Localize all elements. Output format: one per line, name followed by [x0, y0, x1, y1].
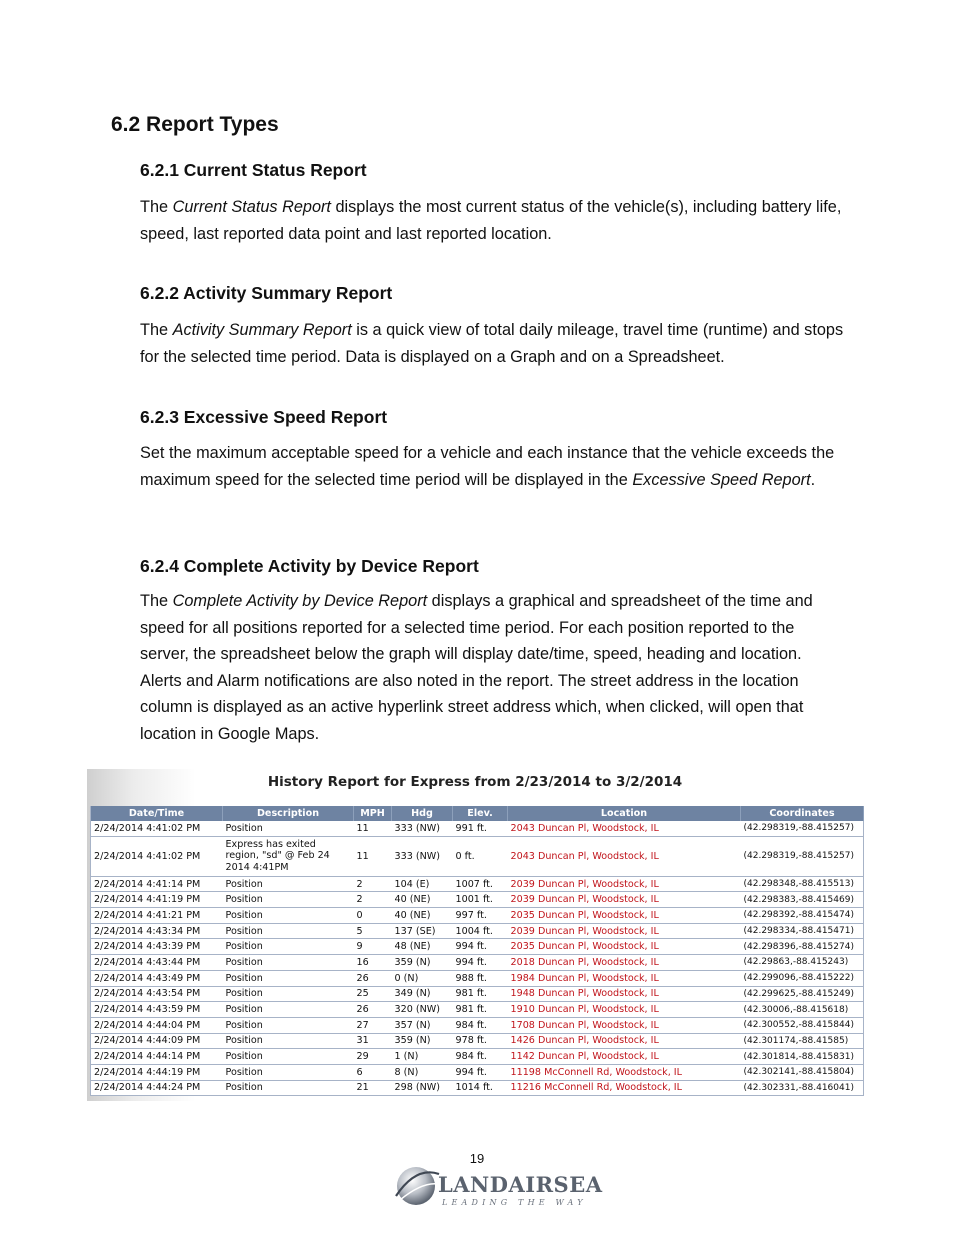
cell-description: Position [223, 908, 354, 924]
table-header-row [91, 806, 864, 821]
cell-datetime: 2/24/2014 4:41:19 PM [91, 892, 223, 908]
table-row [91, 1033, 864, 1049]
cell-coordinates: (42.298396,-88.415274) [741, 939, 864, 955]
cell-heading: 104 (E) [392, 876, 453, 892]
cell-heading: 0 (N) [392, 970, 453, 986]
column-header: MPH [354, 806, 392, 821]
cell-mph: 2 [354, 876, 392, 892]
cell-coordinates: (42.298392,-88.415474) [741, 908, 864, 924]
table-row [91, 1080, 864, 1096]
cell-description: Position [223, 986, 354, 1002]
table-row [91, 892, 864, 908]
cell-coordinates: (42.299096,-88.415222) [741, 970, 864, 986]
cell-heading: 359 (N) [392, 1033, 453, 1049]
cell-location[interactable]: 2039 Duncan Pl, Woodstock, IL [508, 892, 741, 908]
cell-heading: 349 (N) [392, 986, 453, 1002]
cell-elevation: 978 ft. [453, 1033, 508, 1049]
cell-elevation: 994 ft. [453, 955, 508, 971]
cell-coordinates: (42.298319,-88.415257) [741, 836, 864, 876]
history-report-title: History Report for Express from 2/23/2014 to 3/2/2014 [267, 774, 683, 790]
cell-elevation: 988 ft. [453, 970, 508, 986]
cell-elevation: 1004 ft. [453, 923, 508, 939]
column-header: Description [223, 806, 354, 821]
cell-heading: 40 (NE) [392, 892, 453, 908]
cell-heading: 8 (N) [392, 1064, 453, 1080]
cell-mph: 27 [354, 1017, 392, 1033]
cell-description: Position [223, 892, 354, 908]
table-row [91, 1049, 864, 1065]
column-header: Elev. [453, 806, 508, 821]
cell-mph: 0 [354, 908, 392, 924]
cell-location[interactable]: 2039 Duncan Pl, Woodstock, IL [508, 876, 741, 892]
cell-location[interactable]: 2039 Duncan Pl, Woodstock, IL [508, 923, 741, 939]
cell-mph: 16 [354, 955, 392, 971]
heading-current-status: 6.2.1 Current Status Report [140, 160, 367, 180]
cell-description: Position [223, 876, 354, 892]
cell-description: Position [223, 939, 354, 955]
cell-mph: 2 [354, 892, 392, 908]
cell-mph: 9 [354, 939, 392, 955]
table-row [91, 1017, 864, 1033]
cell-location[interactable]: 2043 Duncan Pl, Woodstock, IL [508, 821, 741, 836]
para-current-status: The Current Status Report displays the most current status of the vehicle(s), including battery life, speed, last reported data point and last reported location. [140, 198, 842, 243]
cell-datetime: 2/24/2014 4:43:34 PM [91, 923, 223, 939]
cell-elevation: 1001 ft. [453, 892, 508, 908]
cell-coordinates: (42.299625,-88.415249) [741, 986, 864, 1002]
cell-coordinates: (42.298348,-88.415513) [741, 876, 864, 892]
cell-coordinates: (42.298334,-88.415471) [741, 923, 864, 939]
cell-heading: 320 (NW) [392, 1002, 453, 1018]
column-header: Hdg [392, 806, 453, 821]
cell-datetime: 2/24/2014 4:43:49 PM [91, 970, 223, 986]
table-row [91, 821, 864, 836]
table-row [91, 836, 864, 876]
cell-location[interactable]: 1910 Duncan Pl, Woodstock, IL [508, 1002, 741, 1018]
cell-elevation: 981 ft. [453, 986, 508, 1002]
table-row [91, 986, 864, 1002]
company-logo [392, 1160, 603, 1212]
cell-elevation: 997 ft. [453, 908, 508, 924]
cell-coordinates: (42.301814,-88.415831) [741, 1049, 864, 1065]
cell-datetime: 2/24/2014 4:44:09 PM [91, 1033, 223, 1049]
cell-mph: 26 [354, 1002, 392, 1018]
cell-heading: 1 (N) [392, 1049, 453, 1065]
cell-description: Position [223, 955, 354, 971]
cell-coordinates: (42.29863,-88.415243) [741, 955, 864, 971]
history-report-screenshot [87, 769, 863, 1101]
cell-location[interactable]: 2043 Duncan Pl, Woodstock, IL [508, 836, 741, 876]
column-header: Coordinates [741, 806, 864, 821]
para-excessive-speed: Set the maximum acceptable speed for a vehicle and each instance that the vehicle exceeds the maximum speed for the selected time period will be displayed in the Excessive Speed Report. [140, 444, 835, 489]
cell-elevation: 1007 ft. [453, 876, 508, 892]
para-complete-activity: The Complete Activity by Device Report displays a graphical and spreadsheet of the time and speed for all positions reported for a selected time period. For each position reported to the server, the spreadsheet below the graph will display date/time, speed, heading and location. Alerts and Alarm notifications are also noted in the report. The street address in the location column is displayed as an active hyperlink street address which, when clicked, will open that location in Google Maps. [140, 592, 813, 743]
cell-location[interactable]: 2035 Duncan Pl, Woodstock, IL [508, 908, 741, 924]
cell-datetime: 2/24/2014 4:43:44 PM [91, 955, 223, 971]
cell-mph: 6 [354, 1064, 392, 1080]
cell-description: Position [223, 1017, 354, 1033]
cell-mph: 5 [354, 923, 392, 939]
cell-datetime: 2/24/2014 4:44:14 PM [91, 1049, 223, 1065]
cell-description: Express has exited region, "sd" @ Feb 24 2014 4:41PM [223, 836, 354, 876]
page-number: 19 [469, 1151, 485, 1166]
cell-location[interactable]: 11216 McConnell Rd, Woodstock, IL [508, 1080, 741, 1096]
cell-description: Position [223, 821, 354, 836]
cell-description: Position [223, 923, 354, 939]
table-row [91, 1002, 864, 1018]
cell-location[interactable]: 11198 McConnell Rd, Woodstock, IL [508, 1064, 741, 1080]
cell-heading: 333 (NW) [392, 821, 453, 836]
column-header: Date/Time [91, 806, 223, 821]
cell-datetime: 2/24/2014 4:44:04 PM [91, 1017, 223, 1033]
table-row [91, 908, 864, 924]
cell-datetime: 2/24/2014 4:41:21 PM [91, 908, 223, 924]
cell-datetime: 2/24/2014 4:41:02 PM [91, 821, 223, 836]
cell-mph: 29 [354, 1049, 392, 1065]
table-row [91, 939, 864, 955]
cell-location[interactable]: 2018 Duncan Pl, Woodstock, IL [508, 955, 741, 971]
cell-elevation: 1014 ft. [453, 1080, 508, 1096]
cell-mph: 11 [354, 821, 392, 836]
cell-location[interactable]: 1708 Duncan Pl, Woodstock, IL [508, 1017, 741, 1033]
column-header: Location [508, 806, 741, 821]
cell-location[interactable]: 1984 Duncan Pl, Woodstock, IL [508, 970, 741, 986]
cell-datetime: 2/24/2014 4:43:54 PM [91, 986, 223, 1002]
cell-heading: 298 (NW) [392, 1080, 453, 1096]
cell-description: Position [223, 1002, 354, 1018]
heading-excessive-speed: 6.2.3 Excessive Speed Report [140, 407, 388, 427]
table-row [91, 955, 864, 971]
cell-mph: 11 [354, 836, 392, 876]
cell-datetime: 2/24/2014 4:41:02 PM [91, 836, 223, 876]
table-row [91, 876, 864, 892]
cell-mph: 21 [354, 1080, 392, 1096]
cell-coordinates: (42.301174,-88.41585) [741, 1033, 864, 1049]
logo-tagline: LEADING THE WAY [442, 1198, 587, 1207]
cell-location[interactable]: 1426 Duncan Pl, Woodstock, IL [508, 1033, 741, 1049]
cell-datetime: 2/24/2014 4:43:39 PM [91, 939, 223, 955]
table-row [91, 970, 864, 986]
cell-description: Position [223, 1033, 354, 1049]
cell-heading: 357 (N) [392, 1017, 453, 1033]
cell-elevation: 994 ft. [453, 939, 508, 955]
cell-elevation: 991 ft. [453, 821, 508, 836]
table-row [91, 1064, 864, 1080]
cell-mph: 31 [354, 1033, 392, 1049]
cell-coordinates: (42.302141,-88.415804) [741, 1064, 864, 1080]
cell-heading: 137 (SE) [392, 923, 453, 939]
cell-coordinates: (42.298383,-88.415469) [741, 892, 864, 908]
section-title: 6.2 Report Types [111, 113, 279, 136]
cell-coordinates: (42.298319,-88.415257) [741, 821, 864, 836]
cell-datetime: 2/24/2014 4:44:19 PM [91, 1064, 223, 1080]
cell-heading: 333 (NW) [392, 836, 453, 876]
cell-location[interactable]: 2035 Duncan Pl, Woodstock, IL [508, 939, 741, 955]
cell-elevation: 984 ft. [453, 1017, 508, 1033]
cell-datetime: 2/24/2014 4:41:14 PM [91, 876, 223, 892]
cell-coordinates: (42.302331,-88.416041) [741, 1080, 864, 1096]
heading-activity-summary: 6.2.2 Activity Summary Report [140, 283, 393, 303]
cell-description: Position [223, 1064, 354, 1080]
heading-complete-activity: 6.2.4 Complete Activity by Device Report [140, 556, 479, 576]
cell-elevation: 984 ft. [453, 1049, 508, 1065]
table-row [91, 923, 864, 939]
cell-heading: 48 (NE) [392, 939, 453, 955]
history-report-table [90, 806, 864, 1096]
cell-elevation: 0 ft. [453, 836, 508, 876]
cell-mph: 26 [354, 970, 392, 986]
cell-heading: 40 (NE) [392, 908, 453, 924]
cell-elevation: 994 ft. [453, 1064, 508, 1080]
cell-heading: 359 (N) [392, 955, 453, 971]
cell-elevation: 981 ft. [453, 1002, 508, 1018]
cell-datetime: 2/24/2014 4:43:59 PM [91, 1002, 223, 1018]
cell-mph: 25 [354, 986, 392, 1002]
cell-coordinates: (42.30006,-88.415618) [741, 1002, 864, 1018]
cell-description: Position [223, 970, 354, 986]
cell-location[interactable]: 1142 Duncan Pl, Woodstock, IL [508, 1049, 741, 1065]
logo-name: LANDAIRSEA [438, 1172, 603, 1197]
cell-coordinates: (42.300552,-88.415844) [741, 1017, 864, 1033]
cell-description: Position [223, 1049, 354, 1065]
cell-location[interactable]: 1948 Duncan Pl, Woodstock, IL [508, 986, 741, 1002]
para-activity-summary: The Activity Summary Report is a quick view of total daily mileage, travel time (runtime) and stops for the selected time period. Data is displayed on a Graph and on a Spreadsheet. [140, 321, 844, 366]
cell-description: Position [223, 1080, 354, 1096]
cell-datetime: 2/24/2014 4:44:24 PM [91, 1080, 223, 1096]
